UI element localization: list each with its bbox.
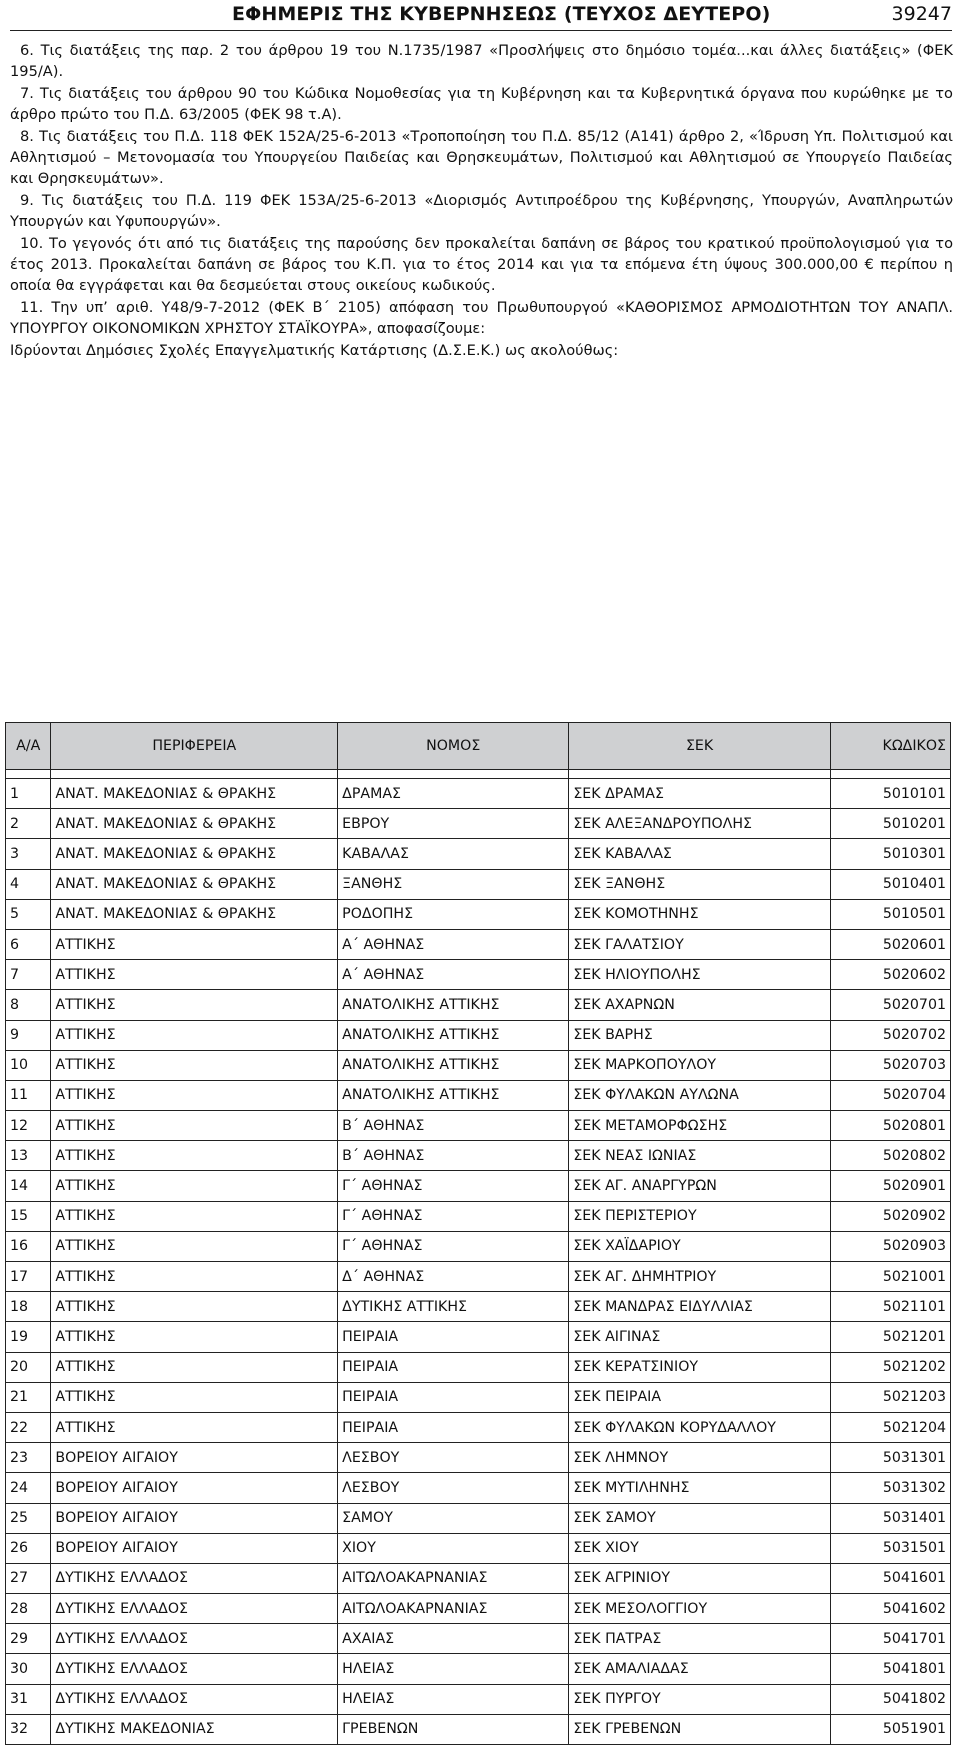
- table-row: [6, 1382, 951, 1412]
- prefecture-cell: ΔΥΤΙΚΗΣ ΑΤΤΙΚΗΣ: [338, 1292, 569, 1322]
- prefecture-cell: ΠΕΙΡΑΙΑ: [338, 1322, 569, 1352]
- prefecture-cell: Β΄ ΑΘΗΝΑΣ: [338, 1111, 569, 1141]
- school-cell: ΣΕΚ ΞΑΝΘΗΣ: [569, 869, 830, 899]
- gap-cell: [6, 770, 51, 779]
- region-cell: ΑΤΤΙΚΗΣ: [51, 1292, 338, 1322]
- prefecture-cell: Β΄ ΑΘΗΝΑΣ: [338, 1141, 569, 1171]
- region-cell: ΔΥΤΙΚΗΣ ΕΛΛΑΔΟΣ: [51, 1624, 338, 1654]
- paragraph-9: 9. Τις διατάξεις του Π.Δ. 119 ΦΕΚ 153Α/25-6-2013 «Διορισμός Αντιπροέδρου της Κυβέρνησης, Υπουργών, Αναπληρωτών Υπουργών και Υφυπουργών».: [10, 191, 953, 231]
- code-cell: 5021203: [830, 1382, 950, 1412]
- row-number: 30: [6, 1654, 51, 1684]
- table-row: [6, 1050, 951, 1080]
- schools-table: [5, 722, 951, 1745]
- region-cell: ΑΤΤΙΚΗΣ: [51, 960, 338, 990]
- code-cell: 5020703: [830, 1050, 950, 1080]
- table-row: [6, 839, 951, 869]
- header-gap-row: [6, 770, 951, 779]
- school-cell: ΣΕΚ ΜΕΤΑΜΟΡΦΩΣΗΣ: [569, 1111, 830, 1141]
- prefecture-cell: ΠΕΙΡΑΙΑ: [338, 1352, 569, 1382]
- code-cell: 5020602: [830, 960, 950, 990]
- row-number: 14: [6, 1171, 51, 1201]
- code-cell: 5021202: [830, 1352, 950, 1382]
- table-row: [6, 1141, 951, 1171]
- prefecture-cell: ΗΛΕΙΑΣ: [338, 1684, 569, 1714]
- region-cell: ΑΝΑΤ. ΜΑΚΕΔΟΝΙΑΣ & ΘΡΑΚΗΣ: [51, 869, 338, 899]
- table-row: [6, 1624, 951, 1654]
- school-cell: ΣΕΚ ΧΑΪΔΑΡΙΟΥ: [569, 1231, 830, 1261]
- region-cell: ΑΤΤΙΚΗΣ: [51, 1080, 338, 1110]
- school-cell: ΣΕΚ ΜΑΝΔΡΑΣ ΕΙΔΥΛΛΙΑΣ: [569, 1292, 830, 1322]
- prefecture-cell: ΣΑΜΟΥ: [338, 1503, 569, 1533]
- school-cell: ΣΕΚ ΠΕΡΙΣΤΕΡΙΟΥ: [569, 1201, 830, 1231]
- prefecture-cell: ΚΑΒΑΛΑΣ: [338, 839, 569, 869]
- prefecture-cell: Γ΄ ΑΘΗΝΑΣ: [338, 1201, 569, 1231]
- row-number: 11: [6, 1080, 51, 1110]
- prefecture-cell: ΛΕΣΒΟΥ: [338, 1473, 569, 1503]
- code-cell: 5031301: [830, 1443, 950, 1473]
- school-cell: ΣΕΚ ΝΕΑΣ ΙΩΝΙΑΣ: [569, 1141, 830, 1171]
- code-cell: 5020701: [830, 990, 950, 1020]
- paragraph-10: 10. Το γεγονός ότι από τις διατάξεις της παρούσης δεν προκαλείται δαπάνη σε βάρος του κρατικού προϋπολογισμού για το έτος 2013. Προκαλείται δαπάνη σε βάρος του Κ.Π. για το έτος 2014 και για τα επόμενα έτη ύψους 300.000,00 € περίπου η οποία θα εγγράφεται και θα δεσμεύεται στους οικείους κωδικούς.: [10, 234, 953, 295]
- school-cell: ΣΕΚ ΠΕΙΡΑΙΑ: [569, 1382, 830, 1412]
- code-cell: 5021101: [830, 1292, 950, 1322]
- prefecture-cell: ΓΡΕΒΕΝΩΝ: [338, 1714, 569, 1744]
- table-row: [6, 1412, 951, 1442]
- table-row: [6, 1262, 951, 1292]
- table-row: [6, 1201, 951, 1231]
- school-cell: ΣΕΚ ΠΑΤΡΑΣ: [569, 1624, 830, 1654]
- decree-body: [10, 40, 953, 361]
- table-row: [6, 1352, 951, 1382]
- region-cell: ΑΤΤΙΚΗΣ: [51, 1020, 338, 1050]
- school-cell: ΣΕΚ ΜΕΣΟΛΟΓΓΙΟΥ: [569, 1594, 830, 1624]
- school-cell: ΣΕΚ ΜΑΡΚΟΠΟΥΛΟΥ: [569, 1050, 830, 1080]
- school-cell: ΣΕΚ ΑΜΑΛΙΑΔΑΣ: [569, 1654, 830, 1684]
- code-cell: 5010301: [830, 839, 950, 869]
- prefecture-cell: Γ΄ ΑΘΗΝΑΣ: [338, 1231, 569, 1261]
- row-number: 10: [6, 1050, 51, 1080]
- region-cell: ΑΤΤΙΚΗΣ: [51, 1412, 338, 1442]
- header-aa: Α/Α: [6, 723, 51, 770]
- table-row: [6, 1443, 951, 1473]
- table-intro: Ιδρύονται Δημόσιες Σχολές Επαγγελματικής Κατάρτισης (Δ.Σ.Ε.Κ.) ως ακολούθως:: [10, 341, 619, 359]
- table-row: [6, 809, 951, 839]
- table-row: [6, 1171, 951, 1201]
- region-cell: ΔΥΤΙΚΗΣ ΜΑΚΕΔΟΝΙΑΣ: [51, 1714, 338, 1744]
- region-cell: ΑΤΤΙΚΗΣ: [51, 1050, 338, 1080]
- table-row: [6, 1473, 951, 1503]
- code-cell: 5031302: [830, 1473, 950, 1503]
- gap-cell: [830, 770, 950, 779]
- school-cell: ΣΕΚ ΚΕΡΑΤΣΙΝΙΟΥ: [569, 1352, 830, 1382]
- prefecture-cell: ΠΕΙΡΑΙΑ: [338, 1412, 569, 1442]
- table-body: [6, 770, 951, 1745]
- paragraph-7: 7. Τις διατάξεις του άρθρου 90 του Κώδικα Νομοθεσίας για τη Κυβέρνηση και τα Κυβερνητικά όργανα που κυρώθηκε με το άρθρο πρώτο του Π.Δ. 63/2005 (ΦΕΚ 98 τ.Α).: [10, 84, 953, 124]
- row-number: 8: [6, 990, 51, 1020]
- region-cell: ΑΝΑΤ. ΜΑΚΕΔΟΝΙΑΣ & ΘΡΑΚΗΣ: [51, 899, 338, 929]
- region-cell: ΑΝΑΤ. ΜΑΚΕΔΟΝΙΑΣ & ΘΡΑΚΗΣ: [51, 809, 338, 839]
- gap-cell: [338, 770, 569, 779]
- table-row: [6, 1503, 951, 1533]
- code-cell: 5020704: [830, 1080, 950, 1110]
- prefecture-cell: ΡΟΔΟΠΗΣ: [338, 899, 569, 929]
- school-cell: ΣΕΚ ΑΧΑΡΝΩΝ: [569, 990, 830, 1020]
- row-number: 25: [6, 1503, 51, 1533]
- code-cell: 5031501: [830, 1533, 950, 1563]
- row-number: 24: [6, 1473, 51, 1503]
- table-row: [6, 1684, 951, 1714]
- header-school: ΣΕΚ: [569, 723, 830, 770]
- region-cell: ΑΤΤΙΚΗΣ: [51, 929, 338, 959]
- prefecture-cell: Α΄ ΑΘΗΝΑΣ: [338, 929, 569, 959]
- header-region: ΠΕΡΙΦΕΡΕΙΑ: [51, 723, 338, 770]
- school-cell: ΣΕΚ ΣΑΜΟΥ: [569, 1503, 830, 1533]
- table-row: [6, 1654, 951, 1684]
- table-row: [6, 1111, 951, 1141]
- page-header: [0, 0, 960, 30]
- table-row: [6, 960, 951, 990]
- prefecture-cell: ΧΙΟΥ: [338, 1533, 569, 1563]
- code-cell: 5020801: [830, 1111, 950, 1141]
- code-cell: 5041802: [830, 1684, 950, 1714]
- table-header-row: [6, 723, 951, 770]
- school-cell: ΣΕΚ ΛΗΜΝΟΥ: [569, 1443, 830, 1473]
- region-cell: ΑΤΤΙΚΗΣ: [51, 1322, 338, 1352]
- paragraph-11: 11. Την υπ’ αριθ. Υ48/9-7-2012 (ΦΕΚ Β΄ 2105) απόφαση του Πρωθυπουργού «ΚΑΘΟΡΙΣΜΟΣ ΑΡΜΟΔΙΟΤΗΤΩΝ ΤΟΥ ΑΝΑΠΛ. ΥΠΟΥΡΓΟΥ ΟΙΚΟΝΟΜΙΚΩΝ ΧΡΗΣΤΟΥ ΣΤΑΪΚΟΥΡΑ», αποφασίζουμε:: [10, 298, 953, 338]
- code-cell: 5021201: [830, 1322, 950, 1352]
- row-number: 22: [6, 1412, 51, 1442]
- row-number: 32: [6, 1714, 51, 1744]
- code-cell: 5020901: [830, 1171, 950, 1201]
- region-cell: ΒΟΡΕΙΟΥ ΑΙΓΑΙΟΥ: [51, 1473, 338, 1503]
- header-code: ΚΩΔΙΚΟΣ: [830, 723, 950, 770]
- school-cell: ΣΕΚ ΑΓΡΙΝΙΟΥ: [569, 1563, 830, 1593]
- region-cell: ΑΤΤΙΚΗΣ: [51, 1141, 338, 1171]
- code-cell: 5020903: [830, 1231, 950, 1261]
- table-row: [6, 1594, 951, 1624]
- row-number: 2: [6, 809, 51, 839]
- prefecture-cell: ΔΡΑΜΑΣ: [338, 779, 569, 809]
- region-cell: ΑΤΤΙΚΗΣ: [51, 1352, 338, 1382]
- code-cell: 5041602: [830, 1594, 950, 1624]
- code-cell: 5020702: [830, 1020, 950, 1050]
- row-number: 27: [6, 1563, 51, 1593]
- code-cell: 5020802: [830, 1141, 950, 1171]
- header-prefecture: ΝΟΜΟΣ: [338, 723, 569, 770]
- page-number: 39247: [891, 3, 952, 25]
- row-number: 31: [6, 1684, 51, 1714]
- code-cell: 5051901: [830, 1714, 950, 1744]
- table-row: [6, 1714, 951, 1744]
- region-cell: ΔΥΤΙΚΗΣ ΕΛΛΑΔΟΣ: [51, 1563, 338, 1593]
- school-cell: ΣΕΚ ΗΛΙΟΥΠΟΛΗΣ: [569, 960, 830, 990]
- code-cell: 5021204: [830, 1412, 950, 1442]
- table-row: [6, 899, 951, 929]
- row-number: 15: [6, 1201, 51, 1231]
- region-cell: ΔΥΤΙΚΗΣ ΕΛΛΑΔΟΣ: [51, 1594, 338, 1624]
- school-cell: ΣΕΚ ΓΑΛΑΤΣΙΟΥ: [569, 929, 830, 959]
- prefecture-cell: ΛΕΣΒΟΥ: [338, 1443, 569, 1473]
- row-number: 19: [6, 1322, 51, 1352]
- table-row: [6, 1322, 951, 1352]
- region-cell: ΑΤΤΙΚΗΣ: [51, 1201, 338, 1231]
- prefecture-cell: ΠΕΙΡΑΙΑ: [338, 1382, 569, 1412]
- region-cell: ΒΟΡΕΙΟΥ ΑΙΓΑΙΟΥ: [51, 1533, 338, 1563]
- school-cell: ΣΕΚ ΑΛΕΞΑΝΔΡΟΥΠΟΛΗΣ: [569, 809, 830, 839]
- region-cell: ΑΤΤΙΚΗΣ: [51, 1231, 338, 1261]
- table-row: [6, 1020, 951, 1050]
- prefecture-cell: ΞΑΝΘΗΣ: [338, 869, 569, 899]
- code-cell: 5010201: [830, 809, 950, 839]
- row-number: 5: [6, 899, 51, 929]
- row-number: 6: [6, 929, 51, 959]
- region-cell: ΑΝΑΤ. ΜΑΚΕΔΟΝΙΑΣ & ΘΡΑΚΗΣ: [51, 779, 338, 809]
- table-row: [6, 779, 951, 809]
- header-divider: [10, 30, 952, 31]
- school-cell: ΣΕΚ ΜΥΤΙΛΗΝΗΣ: [569, 1473, 830, 1503]
- code-cell: 5041801: [830, 1654, 950, 1684]
- row-number: 17: [6, 1262, 51, 1292]
- region-cell: ΑΤΤΙΚΗΣ: [51, 1262, 338, 1292]
- school-cell: ΣΕΚ ΑΙΓΙΝΑΣ: [569, 1322, 830, 1352]
- row-number: 29: [6, 1624, 51, 1654]
- code-cell: 5041601: [830, 1563, 950, 1593]
- school-cell: ΣΕΚ ΠΥΡΓΟΥ: [569, 1684, 830, 1714]
- prefecture-cell: ΗΛΕΙΑΣ: [338, 1654, 569, 1684]
- table-row: [6, 1231, 951, 1261]
- prefecture-cell: Γ΄ ΑΘΗΝΑΣ: [338, 1171, 569, 1201]
- school-cell: ΣΕΚ ΚΟΜΟΤΗΝΗΣ: [569, 899, 830, 929]
- region-cell: ΑΤΤΙΚΗΣ: [51, 1171, 338, 1201]
- row-number: 28: [6, 1594, 51, 1624]
- table-row: [6, 869, 951, 899]
- table-row: [6, 929, 951, 959]
- table-row: [6, 1292, 951, 1322]
- school-cell: ΣΕΚ ΒΑΡΗΣ: [569, 1020, 830, 1050]
- school-cell: ΣΕΚ ΧΙΟΥ: [569, 1533, 830, 1563]
- row-number: 23: [6, 1443, 51, 1473]
- row-number: 4: [6, 869, 51, 899]
- code-cell: 5031401: [830, 1503, 950, 1533]
- row-number: 3: [6, 839, 51, 869]
- table-row: [6, 1080, 951, 1110]
- region-cell: ΔΥΤΙΚΗΣ ΕΛΛΑΔΟΣ: [51, 1654, 338, 1684]
- prefecture-cell: ΑΧΑΙΑΣ: [338, 1624, 569, 1654]
- region-cell: ΑΤΤΙΚΗΣ: [51, 990, 338, 1020]
- prefecture-cell: Δ΄ ΑΘΗΝΑΣ: [338, 1262, 569, 1292]
- school-cell: ΣΕΚ ΓΡΕΒΕΝΩΝ: [569, 1714, 830, 1744]
- code-cell: 5010501: [830, 899, 950, 929]
- prefecture-cell: ΑΝΑΤΟΛΙΚΗΣ ΑΤΤΙΚΗΣ: [338, 1020, 569, 1050]
- prefecture-cell: ΕΒΡΟΥ: [338, 809, 569, 839]
- row-number: 26: [6, 1533, 51, 1563]
- code-cell: 5010101: [830, 779, 950, 809]
- school-cell: ΣΕΚ ΦΥΛΑΚΩΝ ΑΥΛΩΝΑ: [569, 1080, 830, 1110]
- gap-cell: [569, 770, 830, 779]
- table-row: [6, 990, 951, 1020]
- row-number: 21: [6, 1382, 51, 1412]
- region-cell: ΑΤΤΙΚΗΣ: [51, 1111, 338, 1141]
- region-cell: ΑΤΤΙΚΗΣ: [51, 1382, 338, 1412]
- school-cell: ΣΕΚ ΦΥΛΑΚΩΝ ΚΟΡΥΔΑΛΛΟΥ: [569, 1412, 830, 1442]
- prefecture-cell: ΑΝΑΤΟΛΙΚΗΣ ΑΤΤΙΚΗΣ: [338, 1050, 569, 1080]
- row-number: 20: [6, 1352, 51, 1382]
- region-cell: ΒΟΡΕΙΟΥ ΑΙΓΑΙΟΥ: [51, 1443, 338, 1473]
- gap-cell: [51, 770, 338, 779]
- row-number: 16: [6, 1231, 51, 1261]
- row-number: 18: [6, 1292, 51, 1322]
- school-cell: ΣΕΚ ΑΓ. ΔΗΜΗΤΡΙΟΥ: [569, 1262, 830, 1292]
- region-cell: ΔΥΤΙΚΗΣ ΕΛΛΑΔΟΣ: [51, 1684, 338, 1714]
- prefecture-cell: ΑΝΑΤΟΛΙΚΗΣ ΑΤΤΙΚΗΣ: [338, 1080, 569, 1110]
- school-cell: ΣΕΚ ΑΓ. ΑΝΑΡΓΥΡΩΝ: [569, 1171, 830, 1201]
- gazette-title: ΕΦΗΜΕΡΙΣ ΤΗΣ ΚΥΒΕΡΝΗΣΕΩΣ (ΤΕΥΧΟΣ ΔΕΥΤΕΡΟ): [232, 3, 771, 25]
- prefecture-cell: ΑΙΤΩΛΟΑΚΑΡΝΑΝΙΑΣ: [338, 1563, 569, 1593]
- code-cell: 5021001: [830, 1262, 950, 1292]
- table-row: [6, 1533, 951, 1563]
- prefecture-cell: Α΄ ΑΘΗΝΑΣ: [338, 960, 569, 990]
- prefecture-cell: ΑΝΑΤΟΛΙΚΗΣ ΑΤΤΙΚΗΣ: [338, 990, 569, 1020]
- row-number: 7: [6, 960, 51, 990]
- code-cell: 5020902: [830, 1201, 950, 1231]
- row-number: 12: [6, 1111, 51, 1141]
- code-cell: 5020601: [830, 929, 950, 959]
- paragraph-6: 6. Τις διατάξεις της παρ. 2 του άρθρου 19 του Ν.1735/1987 «Προσλήψεις στο δημόσιο τομέα...και άλλες διατάξεις» (ΦΕΚ 195/Α).: [10, 42, 953, 81]
- row-number: 9: [6, 1020, 51, 1050]
- school-cell: ΣΕΚ ΔΡΑΜΑΣ: [569, 779, 830, 809]
- paragraph-8: 8. Τις διατάξεις του Π.Δ. 118 ΦΕΚ 152Α/25-6-2013 «Τροποποίηση του Π.Δ. 85/12 (Α141) άρθρο 2, «Ίδρυση Υπ. Πολιτισμού και Αθλητισμού – Μετονομασία του Υπουργείου Παιδείας και Θρησκευμάτων, Πολιτισμού και Αθλητισμού σε Υπουργείο Παιδείας και Θρησκευμάτων».: [10, 127, 953, 188]
- school-cell: ΣΕΚ ΚΑΒΑΛΑΣ: [569, 839, 830, 869]
- prefecture-cell: ΑΙΤΩΛΟΑΚΑΡΝΑΝΙΑΣ: [338, 1594, 569, 1624]
- row-number: 1: [6, 779, 51, 809]
- region-cell: ΒΟΡΕΙΟΥ ΑΙΓΑΙΟΥ: [51, 1503, 338, 1533]
- table-row: [6, 1563, 951, 1593]
- code-cell: 5010401: [830, 869, 950, 899]
- code-cell: 5041701: [830, 1624, 950, 1654]
- row-number: 13: [6, 1141, 51, 1171]
- region-cell: ΑΝΑΤ. ΜΑΚΕΔΟΝΙΑΣ & ΘΡΑΚΗΣ: [51, 839, 338, 869]
